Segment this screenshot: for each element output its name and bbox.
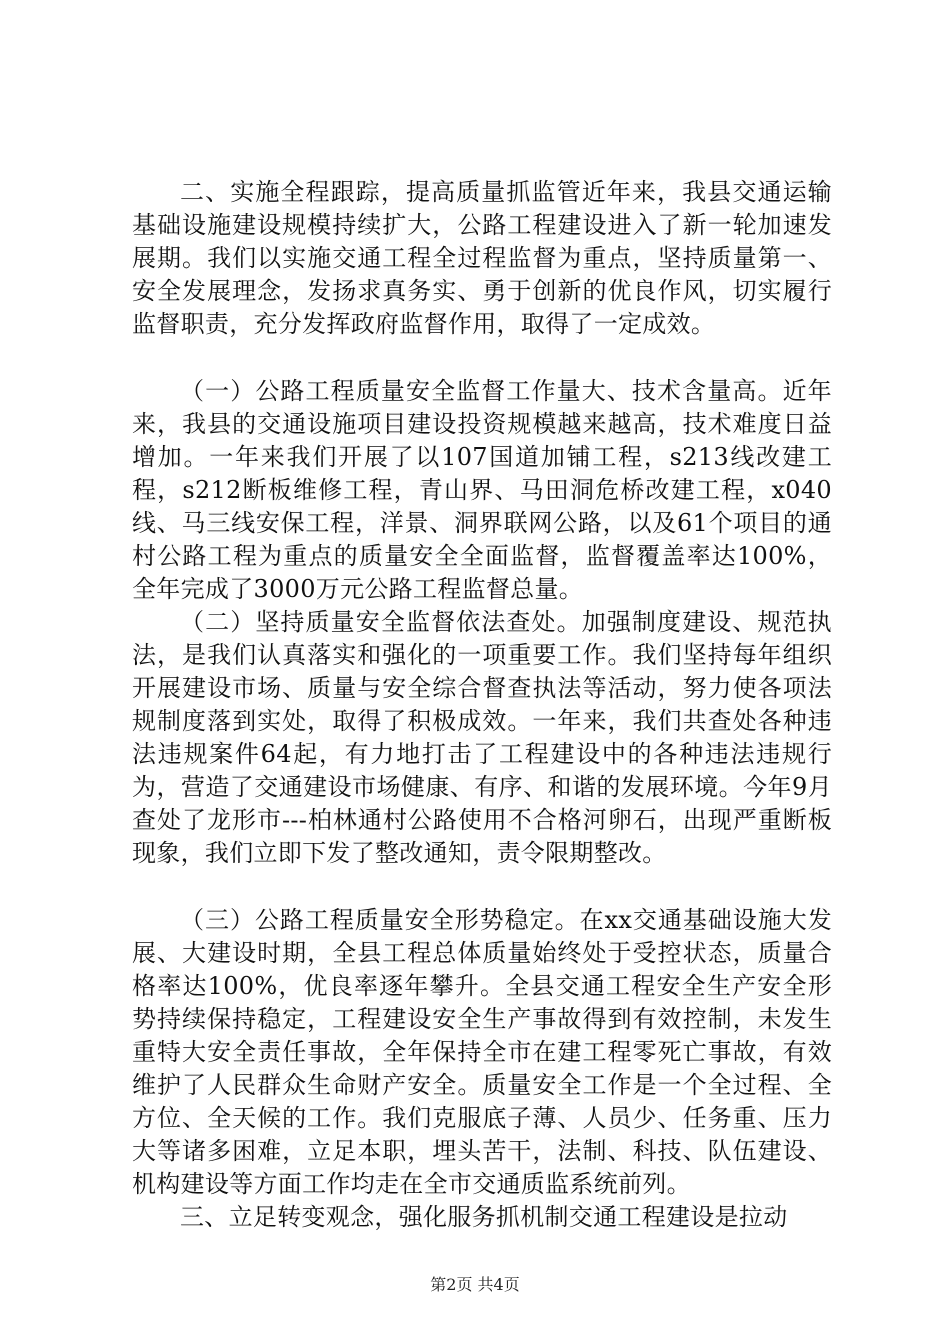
page-footer: 第2页 共4页 xyxy=(430,1275,520,1294)
paragraph-item-three: （三）公路工程质量安全形势稳定。在xx交通基础设施大发展、大建设时期，全县工程总体质量始终处于受控状态，质量合格率达100%，优良率逐年攀升。全县交通工程安全生产安全形势持续保持稳定，工程建设安全生产事故得到有效控制，未发生重特大安全责任事故，全年保持全市在建工程零死亡事故，有效维护了人民群众生命财产安全。质量安全工作是一个全过程、全方位、全天候的工作。我们克服底子薄、人员少、任务重、压力大等诸多困难，立足本职，埋头苦干，法制、科技、队伍建设、机构建设等方面工作均走在全市交通质监系统前列。 xyxy=(132,906,832,1198)
paragraph-gap xyxy=(132,870,832,904)
paragraph-gap xyxy=(132,341,832,375)
paragraph-section-three: 三、立足转变观念，强化服务抓机制交通工程建设是拉动 xyxy=(180,1203,788,1231)
document-body xyxy=(132,176,832,1234)
paragraph-section-two: 二、实施全程跟踪，提高质量抓监管近年来，我县交通运输基础设施建设规模持续扩大，公路工程建设进入了新一轮加速发展期。我们以实施交通工程全过程监督为重点，坚持质量第一、安全发展理念，发扬求真务实、勇于创新的优良作风，切实履行监督职责，充分发挥政府监督作用，取得了一定成效。 xyxy=(132,178,832,338)
paragraph-item-one: （一）公路工程质量安全监督工作量大、技术含量高。近年来，我县的交通设施项目建设投资规模越来越高，技术难度日益增加。一年来我们开展了以107国道加铺工程，s213线改建工程，s212断板维修工程，青山界、马田洞危桥改建工程，x040线、马三线安保工程，洋景、洞界联网公路，以及61个项目的通村公路工程为重点的质量安全全面监督，监督覆盖率达100%，全年完成了3000万元公路工程监督总量。 xyxy=(132,377,832,603)
paragraph-item-two: （二）坚持质量安全监督依法查处。加强制度建设、规范执法，是我们认真落实和强化的一项重要工作。我们坚持每年组织开展建设市场、质量与安全综合督查执法等活动，努力使各项法规制度落到实处，取得了积极成效。一年来，我们共查处各种违法违规案件64起，有力地打击了工程建设中的各种违法违规行为，营造了交通建设市场健康、有序、和谐的发展环境。今年9月查处了龙形市---柏林通村公路使用不合格河卵石，出现严重断板现象，我们立即下发了整改通知，责令限期整改。 xyxy=(132,608,832,867)
